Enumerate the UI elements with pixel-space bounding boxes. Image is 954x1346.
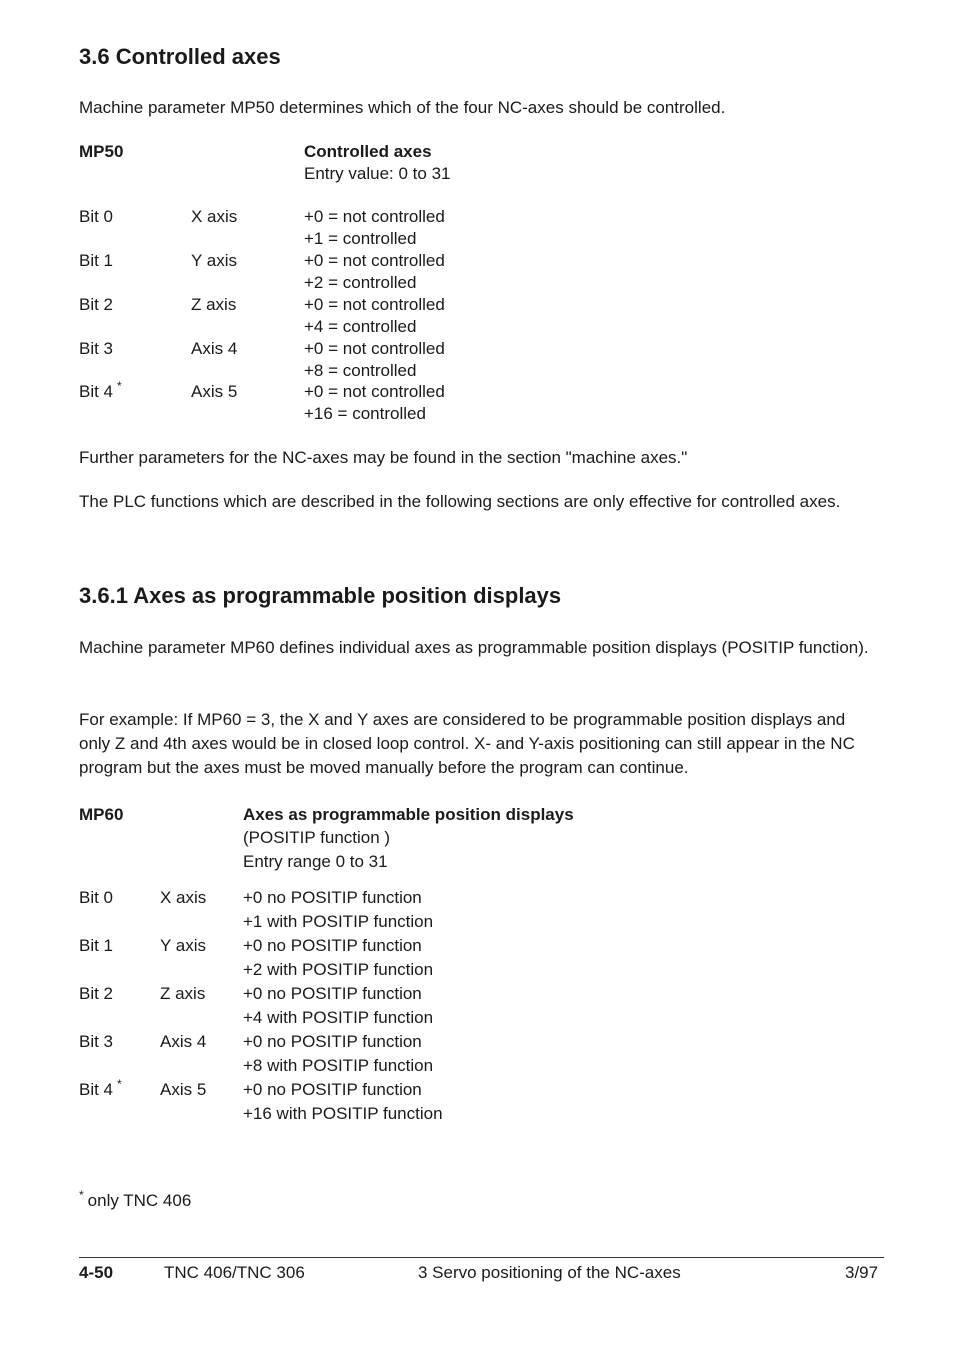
mp50-label: MP50 xyxy=(79,142,124,161)
intro-paragraph: Machine parameter MP50 determines which of the four NC-axes should be controlled. xyxy=(79,98,726,117)
footer-page-number: 4-50 xyxy=(79,1263,114,1282)
mp60-bit-label: Bit 1 xyxy=(79,936,114,955)
footer-chapter: 3 Servo positioning of the NC-axes xyxy=(418,1263,681,1282)
mp50-title: Controlled axes xyxy=(304,142,432,161)
mp50-bit-label: Bit 1 xyxy=(79,251,114,270)
mp60-bit-label: Bit 4 * xyxy=(79,1077,122,1099)
mp60-value-off: +0 no POSITIP function xyxy=(243,1080,422,1099)
mp60-function-note: (POSITIP function ) xyxy=(243,828,391,847)
mp50-bit-label: Bit 2 xyxy=(79,295,114,314)
footer-model: TNC 406/TNC 306 xyxy=(164,1263,305,1282)
mp50-axis-label: Y axis xyxy=(191,251,237,270)
further-parameters-paragraph: Further parameters for the NC-axes may be found in the section "machine axes." xyxy=(79,448,688,467)
mp50-bit-label: Bit 3 xyxy=(79,339,114,358)
footer-divider xyxy=(79,1257,884,1258)
mp50-value-on: +8 = controlled xyxy=(304,361,417,380)
footnote-marker: * xyxy=(117,379,122,393)
mp50-axis-label: X axis xyxy=(191,207,238,226)
mp60-value-off: +0 no POSITIP function xyxy=(243,1032,422,1051)
mp50-value-off: +0 = not controlled xyxy=(304,382,445,401)
plc-functions-paragraph: The PLC functions which are described in the following sections are only effective for controlled axes. xyxy=(79,492,841,511)
mp60-value-off: +0 no POSITIP function xyxy=(243,888,422,907)
mp60-intro-paragraph: Machine parameter MP60 defines individual axes as programmable position displays (POSITIP function). xyxy=(79,638,869,657)
mp60-value-on: +1 with POSITIP function xyxy=(243,912,434,931)
mp50-value-on: +1 = controlled xyxy=(304,229,417,248)
mp60-value-off: +0 no POSITIP function xyxy=(243,984,422,1003)
mp50-value-off: +0 = not controlled xyxy=(304,207,445,226)
section-heading-positip: 3.6.1 Axes as programmable position displays xyxy=(79,583,562,608)
mp50-bit-label: Bit 0 xyxy=(79,207,114,226)
footnote-marker: * xyxy=(79,1188,84,1202)
mp60-bit-label: Bit 0 xyxy=(79,888,114,907)
mp50-bit-label: Bit 4 * xyxy=(79,379,122,401)
mp50-value-off: +0 = not controlled xyxy=(304,339,445,358)
footnote-text: only TNC 406 xyxy=(87,1191,192,1210)
mp50-value-on: +2 = controlled xyxy=(304,273,417,292)
mp50-value-off: +0 = not controlled xyxy=(304,295,445,314)
mp60-value-off: +0 no POSITIP function xyxy=(243,936,422,955)
mp50-value-on: +4 = controlled xyxy=(304,317,417,336)
mp60-axis-label: Z axis xyxy=(160,984,206,1003)
mp50-axis-label: Z axis xyxy=(191,295,237,314)
mp50-value-on: +16 = controlled xyxy=(304,404,426,423)
mp60-axis-label: Y axis xyxy=(160,936,206,955)
mp60-title: Axes as programmable position displays xyxy=(243,805,574,824)
footnote-marker: * xyxy=(117,1077,122,1091)
mp60-value-on: +2 with POSITIP function xyxy=(243,960,434,979)
mp50-value-off: +0 = not controlled xyxy=(304,251,445,270)
mp60-value-on: +8 with POSITIP function xyxy=(243,1056,434,1075)
mp50-entry-value: Entry value: 0 to 31 xyxy=(304,164,451,183)
mp60-bit-label: Bit 2 xyxy=(79,984,114,1003)
mp60-axis-label: Axis 4 xyxy=(160,1032,207,1051)
mp60-entry-range: Entry range 0 to 31 xyxy=(243,852,388,871)
mp60-bit-label: Bit 3 xyxy=(79,1032,114,1051)
example-paragraph: For example: If MP60 = 3, the X and Y axes are considered to be programmable position displays and only Z and 4th axes would be in closed loop control. X- and Y-axis positioning can still appear in the NC program but the axes must be moved manually before the program can continue. xyxy=(79,710,855,777)
mp60-axis-label: Axis 5 xyxy=(160,1080,207,1099)
mp50-axis-label: Axis 5 xyxy=(191,382,238,401)
mp60-value-on: +4 with POSITIP function xyxy=(243,1008,434,1027)
section-heading-controlled-axes: 3.6 Controlled axes xyxy=(79,44,281,69)
mp50-axis-label: Axis 4 xyxy=(191,339,238,358)
mp60-value-on: +16 with POSITIP function xyxy=(243,1104,443,1123)
mp60-axis-label: X axis xyxy=(160,888,207,907)
mp60-label: MP60 xyxy=(79,805,124,824)
footer-date: 3/97 xyxy=(845,1263,879,1282)
footnote xyxy=(79,1190,191,1213)
